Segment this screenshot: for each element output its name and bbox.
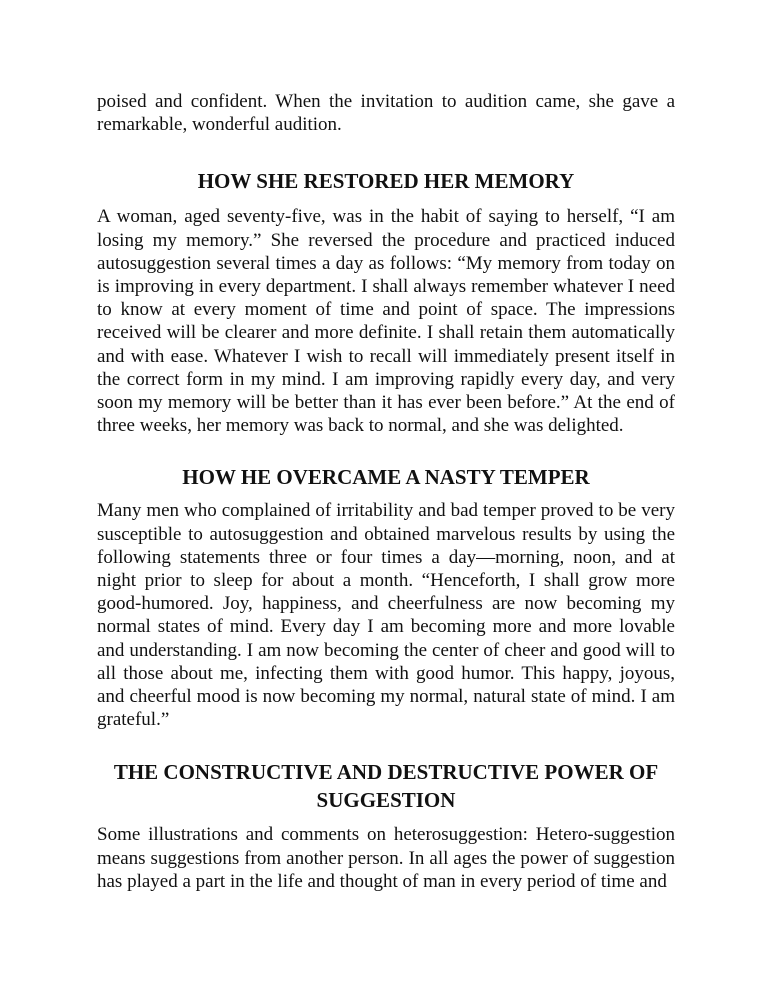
section-body-temper: Many men who complained of irritability and bad temper proved to be very susceptible to autosuggestion and obtained marvelous results by using the following statements three or four times a day—morning, noon, and at night prior to sleep for about a month. “Henceforth, I shall grow more good-humored. Joy, happiness, and cheerfulness are now becoming my normal states of mind. Every day I am becoming more and more lovable and understanding. I am now becoming the center of cheer and good will to all those about me, infecting them with good humor. This happy, joyous, and cheerful mood is now becoming my normal, natural state of mind. I am grateful.” bbox=[97, 500, 675, 731]
intro-paragraph: poised and confident. When the invitation to audition came, she gave a remarkable, wonderful audition. bbox=[97, 91, 675, 136]
section-heading-memory: HOW SHE RESTORED HER MEMORY bbox=[197, 169, 575, 194]
section-body-suggestion: Some illustrations and comments on heterosuggestion: Hetero-suggestion means suggestions from another person. In all ages the power of suggestion has played a part in the life and thought of man in every period of time and bbox=[97, 824, 675, 892]
section-body-memory: A woman, aged seventy-five, was in the habit of saying to herself, “I am losing my memory.” She reversed the procedure and practiced induced autosuggestion several times a day as follows: “My memory from today on is improving in every department. I shall always remember whatever I need to know at every moment of time and point of space. The impressions received will be clearer and more definite. I shall retain them automatically and with ease. Whatever I wish to recall will immediately present itself in the correct form in my mind. I am improving rapidly every day, and very soon my memory will be better than it has ever been before.” At the end of three weeks, her memory was back to normal, and she was delighted. bbox=[97, 206, 675, 437]
document-page bbox=[97, 90, 675, 893]
section-heading-temper: HOW HE OVERCAME A NASTY TEMPER bbox=[182, 465, 590, 490]
section-heading-suggestion: THE CONSTRUCTIVE AND DESTRUCTIVE POWER OF SUGGESTION bbox=[113, 760, 659, 813]
